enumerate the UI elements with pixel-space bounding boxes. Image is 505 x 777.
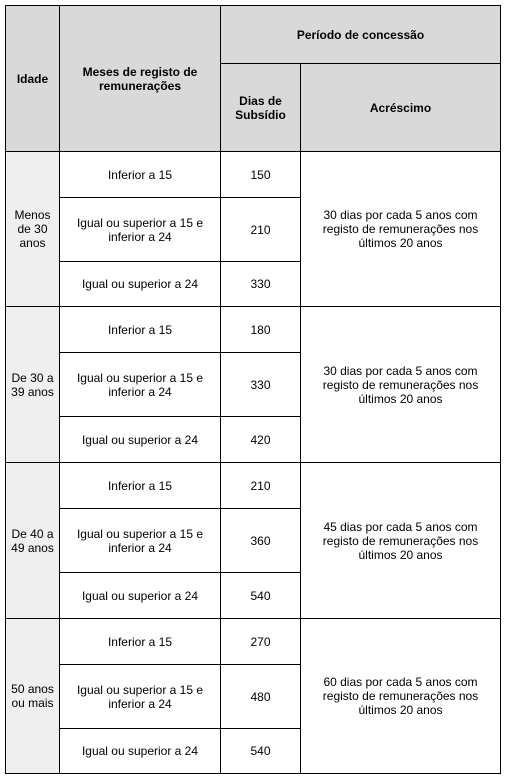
months-cell: Inferior a 15: [60, 619, 221, 665]
days-cell: 180: [221, 307, 301, 353]
months-cell: Igual ou superior a 15 e inferior a 24: [60, 198, 221, 262]
months-cell: Inferior a 15: [60, 463, 221, 509]
extra-days-cell: 60 dias por cada 5 anos com registo de remunerações nos últimos 20 anos: [301, 619, 501, 774]
days-cell: 330: [221, 353, 301, 417]
days-cell: 210: [221, 463, 301, 509]
months-cell: Inferior a 15: [60, 152, 221, 198]
days-cell: 150: [221, 152, 301, 198]
days-cell: 540: [221, 573, 301, 619]
days-cell: 360: [221, 509, 301, 573]
table-row: [6, 463, 501, 509]
extra-days-cell: 30 dias por cada 5 anos com registo de remunerações nos últimos 20 anos: [301, 307, 501, 463]
table-row: [6, 619, 501, 665]
days-cell: 210: [221, 198, 301, 262]
months-cell: Igual ou superior a 15 e inferior a 24: [60, 665, 221, 729]
days-cell: 540: [221, 729, 301, 774]
header-acrescimo: Acréscimo: [301, 64, 501, 152]
age-group-label: De 30 a 39 anos: [6, 307, 60, 463]
months-cell: Igual ou superior a 24: [60, 262, 221, 307]
extra-days-cell: 30 dias por cada 5 anos com registo de remunerações nos últimos 20 anos: [301, 152, 501, 307]
header-idade: Idade: [6, 6, 60, 152]
days-cell: 330: [221, 262, 301, 307]
age-group-label: De 40 a 49 anos: [6, 463, 60, 619]
days-cell: 480: [221, 665, 301, 729]
days-cell: 420: [221, 417, 301, 463]
months-cell: Igual ou superior a 24: [60, 729, 221, 774]
months-cell: Igual ou superior a 24: [60, 573, 221, 619]
months-cell: Inferior a 15: [60, 307, 221, 353]
extra-days-cell: 45 dias por cada 5 anos com registo de remunerações nos últimos 20 anos: [301, 463, 501, 619]
header-periodo: Período de concessão: [221, 6, 501, 64]
months-cell: Igual ou superior a 15 e inferior a 24: [60, 353, 221, 417]
header-dias: Dias de Subsídio: [221, 64, 301, 152]
header-meses: Meses de registo de remunerações: [60, 6, 221, 152]
age-group-label: Menos de 30 anos: [6, 152, 60, 307]
subsidy-table: [5, 5, 501, 774]
months-cell: Igual ou superior a 15 e inferior a 24: [60, 509, 221, 573]
table-row: [6, 152, 501, 198]
months-cell: Igual ou superior a 24: [60, 417, 221, 463]
days-cell: 270: [221, 619, 301, 665]
table-row: [6, 307, 501, 353]
age-group-label: 50 anos ou mais: [6, 619, 60, 774]
